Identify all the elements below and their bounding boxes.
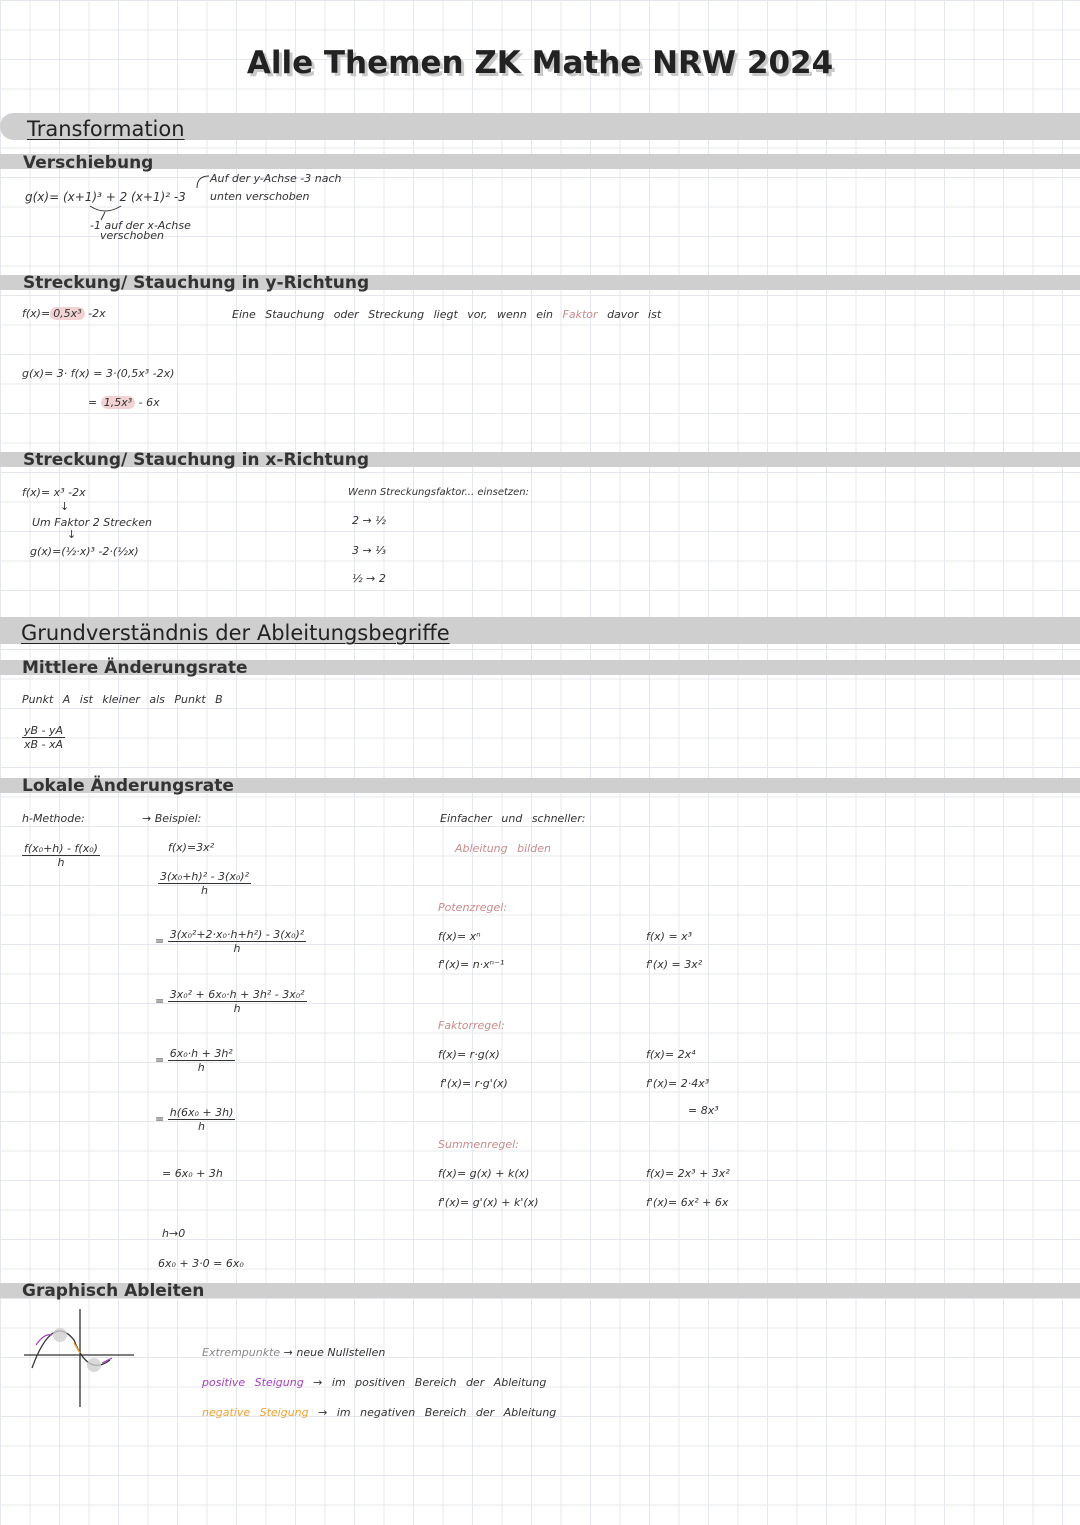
- graph-line-3-a: negative Steigung: [202, 1406, 309, 1419]
- step-result: = 6x₀ + 3h: [162, 1167, 223, 1180]
- step-1-den: h: [201, 884, 208, 897]
- subheading-lokale: Lokale Änderungsrate: [22, 776, 234, 796]
- shift-note-x: -1 auf der x-Achse: [90, 219, 191, 232]
- y-f-pre: f(x)=: [22, 307, 51, 320]
- y-f-formula: [22, 307, 106, 320]
- summen-title: Summenregel:: [438, 1138, 519, 1151]
- limit-label: h→0: [162, 1227, 186, 1240]
- y-explanation: [232, 308, 661, 321]
- h-method-label: h-Methode:: [22, 812, 85, 825]
- step-5-den: h: [198, 1120, 206, 1133]
- x-f-formula: f(x)= x³ -2x: [22, 486, 86, 499]
- subheading-mittlere: Mittlere Änderungsrate: [22, 658, 248, 678]
- subsection-band: [0, 154, 1080, 169]
- summen-example-f: f(x)= 2x³ + 3x²: [646, 1167, 730, 1180]
- x-g-formula: g(x)=(½·x)³ -2·(½x): [30, 545, 139, 558]
- y-g-line2: [88, 396, 160, 409]
- step-3-den: h: [233, 1002, 241, 1015]
- step-3-num: 3x₀² + 6x₀·h + 3h² - 3x₀²: [169, 988, 305, 1001]
- step-4-eq: =: [155, 1053, 165, 1067]
- graph-sketch: [22, 1305, 137, 1410]
- faktor-example-result: = 8x³: [688, 1104, 719, 1117]
- h-method-fraction: [22, 842, 100, 869]
- step-3: [155, 988, 307, 1015]
- graph-line-3-b: → im negativen Bereich der Ableitung: [318, 1406, 557, 1419]
- step-2-eq: =: [155, 934, 165, 948]
- step-2-num: 3(x₀²+2·x₀·h+h²) - 3(x₀)²: [169, 928, 305, 941]
- shift-note-y-2: unten verschoben: [210, 190, 310, 203]
- graph-line-1-a: Extrempunkte: [202, 1346, 281, 1359]
- subheading-graphisch: Graphisch Ableiten: [22, 1281, 205, 1301]
- summen-f: f(x)= g(x) + k(x): [438, 1167, 530, 1180]
- potenz-example-fp: f'(x) = 3x²: [646, 958, 703, 971]
- y-f-post: -2x: [88, 307, 106, 320]
- summen-fp: f'(x)= g'(x) + k'(x): [438, 1196, 539, 1209]
- y-g-line1: g(x)= 3· f(x) = 3·(0,5x³ -2x): [22, 367, 175, 380]
- step-5-eq: =: [155, 1112, 165, 1126]
- y-f-highlight: 0,5x³: [50, 307, 84, 320]
- y-g-post: - 6x: [138, 396, 160, 409]
- y-explain-post: davor ist: [607, 308, 662, 321]
- step-2-den: h: [233, 942, 241, 955]
- graph-line-1-b: → neue Nullstellen: [283, 1346, 386, 1359]
- mittlere-denominator: xB - xA: [24, 738, 64, 751]
- potenz-fp: f'(x)= n·xⁿ⁻¹: [438, 958, 505, 971]
- subheading-x-richtung: Streckung/ Stauchung in x-Richtung: [23, 450, 370, 470]
- potenz-f: f(x)= xⁿ: [438, 930, 481, 943]
- x-arrow-2: ↓: [67, 528, 77, 541]
- potenz-example-f: f(x) = x³: [646, 930, 693, 943]
- y-g-highlight: 1,5x³: [101, 396, 135, 409]
- summen-example-fp: f'(x)= 6x² + 6x: [646, 1196, 729, 1209]
- step-2: [155, 928, 306, 955]
- x-rule-title: Wenn Streckungsfaktor... einsetzen:: [348, 487, 529, 498]
- shift-note-y: Auf der y-Achse -3 nach: [210, 172, 342, 185]
- step-5-num: h(6x₀ + 3h): [169, 1106, 234, 1119]
- faktor-fp: f'(x)= r·g'(x): [440, 1077, 508, 1090]
- graph-line-2-b: → im positiven Bereich der Ableitung: [313, 1376, 547, 1389]
- easy-sub: Ableitung bilden: [455, 842, 551, 855]
- x-arrow-1: ↓: [60, 500, 70, 513]
- h-denominator: h: [57, 856, 65, 869]
- shift-formula: g(x)= (x+1)³ + 2 (x+1)² -3: [25, 190, 186, 204]
- shift-annotation-arrows: [85, 168, 215, 223]
- faktor-example-f: f(x)= 2x⁴: [646, 1048, 696, 1061]
- x-step: Um Faktor 2 Strecken: [32, 516, 153, 529]
- mittlere-fraction: [22, 724, 65, 751]
- step-1-num: 3(x₀+h)² - 3(x₀)²: [160, 870, 249, 883]
- beispiel-label: → Beispiel:: [142, 812, 202, 825]
- y-g-eq: =: [88, 396, 98, 409]
- graph-line-2: [202, 1376, 546, 1389]
- y-explain-pre: Eine Stauchung oder Streckung liegt vor, wenn ein: [232, 308, 554, 321]
- h-numerator: f(x₀+h) - f(x₀): [24, 842, 98, 855]
- mittlere-text: Punkt A ist kleiner als Punkt B: [22, 693, 223, 706]
- step-4: [155, 1047, 235, 1074]
- potenz-title: Potenzregel:: [438, 901, 507, 914]
- easy-label: Einfacher und schneller:: [440, 812, 586, 825]
- graph-line-2-a: positive Steigung: [202, 1376, 304, 1389]
- step-5: [155, 1106, 235, 1133]
- step-1: [158, 870, 251, 897]
- section-heading-transformation: Transformation: [27, 117, 185, 141]
- faktor-example-fp: f'(x)= 2·4x³: [646, 1077, 710, 1090]
- shift-note-x-2: verschoben: [100, 229, 165, 242]
- step-4-num: 6x₀·h + 3h²: [169, 1047, 233, 1060]
- subheading-verschiebung: Verschiebung: [23, 153, 154, 173]
- x-rule-1: 2 → ½: [352, 514, 386, 527]
- step-3-eq: =: [155, 994, 165, 1008]
- x-rule-3: ½ → 2: [352, 572, 386, 585]
- y-explain-highlight: Faktor: [562, 308, 598, 321]
- page-title: Alle Themen ZK Mathe NRW 2024: [246, 45, 834, 81]
- faktor-title: Faktorregel:: [438, 1019, 505, 1032]
- faktor-f: f(x)= r·g(x): [438, 1048, 500, 1061]
- example-function: f(x)=3x²: [168, 841, 215, 854]
- graph-line-3: [202, 1406, 556, 1419]
- limit-result: 6x₀ + 3·0 = 6x₀: [158, 1257, 244, 1270]
- x-rule-2: 3 → ⅓: [352, 544, 386, 557]
- subheading-y-richtung: Streckung/ Stauchung in y-Richtung: [23, 273, 370, 293]
- mittlere-numerator: yB - yA: [24, 724, 64, 737]
- section-heading-ableitung: Grundverständnis der Ableitungsbegriffe: [21, 621, 450, 645]
- step-4-den: h: [197, 1061, 205, 1074]
- graph-line-1: [202, 1346, 385, 1359]
